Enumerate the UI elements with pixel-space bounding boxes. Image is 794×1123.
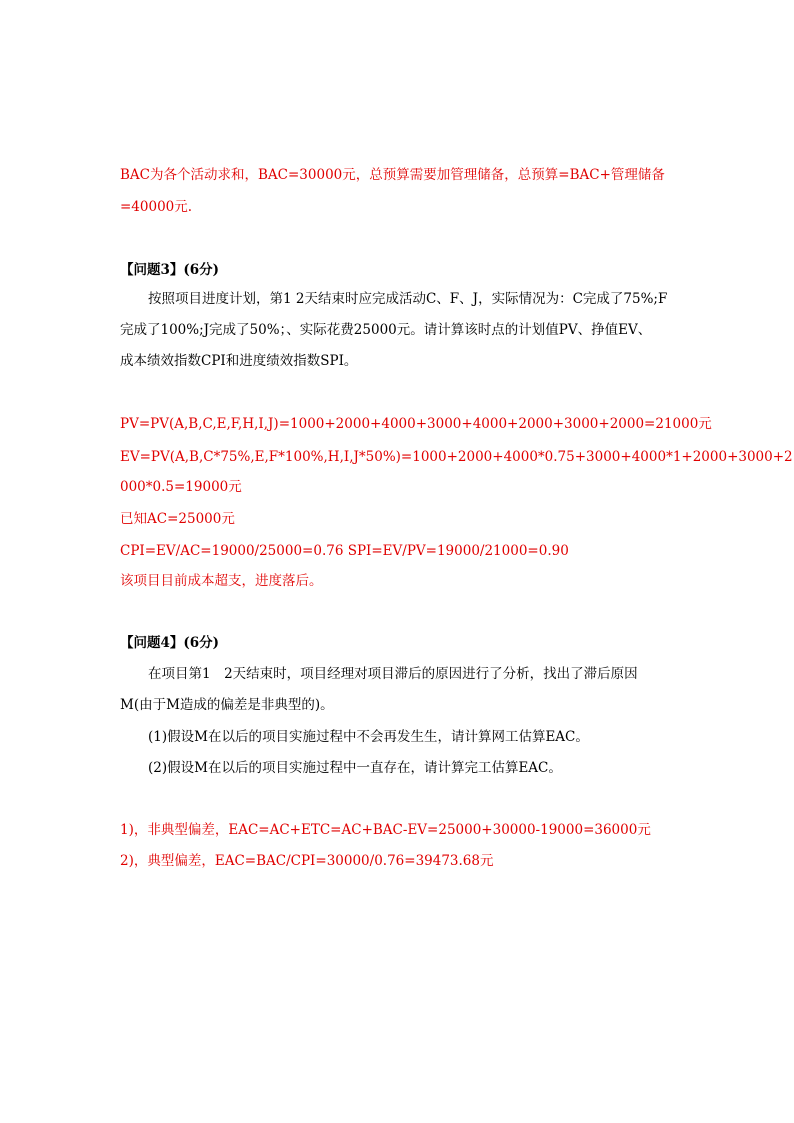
q4-heading: 【问题4】(6分) [120, 635, 220, 651]
q3-answer-cpi-spi: CPI=EV/AC=19000/25000=0.76 SPI=EV/PV=19000/21000=0.90 [120, 543, 569, 559]
q3-question-line-2: 完成了100%;J完成了50%；、实际花费25000元。请计算该时点的计划值PV、挣值EV、 [120, 322, 652, 338]
q4-answer-line-2: 2)，典型偏差，EAC=BAC/CPI=30000/0.76=39473.68元 [120, 853, 494, 869]
q4-question-line-2: M(由于M造成的偏差是非典型的)。 [120, 697, 334, 713]
q3-question-line-1: 按照项目进度计划，第1 2天结束时应完成活动C、F、J，实际情况为：C完成了75%;F [148, 291, 668, 307]
q4-question-line-4: (2)假设M在以后的项目实施过程中一直存在，请计算完工估算EAC。 [148, 760, 562, 776]
q4-question-line-3: (1)假设M在以后的项目实施过程中不会再发生生，请计算网工估算EAC。 [148, 729, 589, 745]
q3-answer-ev: EV=PV(A,B,C*75%,E,F*100%,H,I,J*50%)=1000+2000+4000*0.75+3000+4000*1+2000+3000+2 [120, 449, 793, 465]
q2-answer-line-1: BAC为各个活动求和，BAC=30000元，总预算需要加管理储备，总预算=BAC+管理储备 [120, 167, 665, 183]
q3-heading: 【问题3】(6分) [120, 262, 220, 278]
q3-question-line-3: 成本绩效指数CPI和进度绩效指数SPI。 [120, 353, 358, 369]
q3-answer-pv: PV=PV(A,B,C,E,F,H,I,J)=1000+2000+4000+3000+4000+2000+3000+2000=21000元 [120, 416, 712, 432]
q3-answer-conclusion: 该项目目前成本超支，进度落后。 [120, 573, 323, 589]
q3-answer-ev-cont: 000*0.5=19000元 [120, 479, 242, 495]
q2-answer-line-2: =40000元. [120, 199, 193, 215]
q4-question-line-1: 在项目第1 2天结束时，项目经理对项目滞后的原因进行了分析，找出了滞后原因 [148, 666, 638, 682]
q4-answer-line-1: 1)，非典型偏差，EAC=AC+ETC=AC+BAC-EV=25000+30000-19000=36000元 [120, 822, 651, 838]
q3-answer-ac: 已知AC=25000元 [120, 511, 235, 527]
